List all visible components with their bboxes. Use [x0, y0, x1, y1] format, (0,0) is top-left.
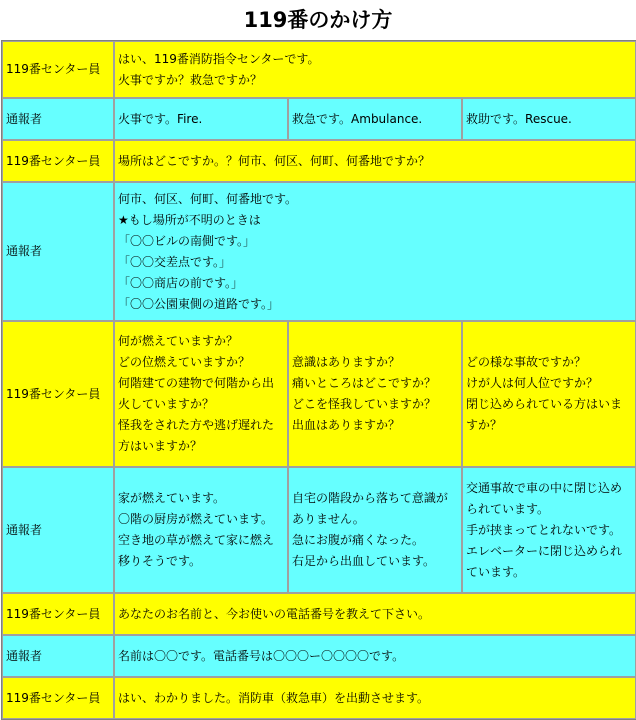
- speaker-label: 通報者: [2, 98, 114, 140]
- message-cell: [114, 98, 288, 140]
- message-line: エレベーターに閉じ込められています。: [466, 543, 623, 579]
- message-line: 「〇〇商店の前です。」: [118, 275, 244, 290]
- message-line: 火事ですか？救急ですか？: [118, 72, 263, 87]
- message-cell: [114, 467, 288, 593]
- speaker-label: 通報者: [2, 467, 114, 593]
- speaker-label: 119番センター員: [2, 321, 114, 467]
- message-line: 怪我をされた方や逃げ遅れた方はいますか？: [118, 418, 275, 453]
- message-cell: [114, 41, 636, 98]
- speaker-label: 119番センター員: [2, 677, 114, 719]
- speaker-label: 通報者: [2, 182, 114, 321]
- message-line: 「〇〇公園東側の道路です。」: [118, 296, 280, 311]
- dialog-row: [2, 98, 636, 140]
- message-cell: [114, 140, 636, 182]
- dialog-row: [2, 467, 636, 593]
- message-line: どの位燃えていますか？: [118, 355, 251, 369]
- message-line: どこを怪我していますか？: [292, 397, 437, 411]
- message-line: 「〇〇交差点です。」: [118, 254, 232, 269]
- dialog-row: [2, 593, 636, 635]
- dialog-row: [2, 677, 636, 719]
- message-cell: [462, 98, 636, 140]
- message-line: はい、わかりました。消防車（救急車）を出動させます。: [118, 690, 430, 705]
- dialog-row: [2, 140, 636, 182]
- message-line: けが人は何人位ですか？: [466, 376, 599, 390]
- message-line: どの様な事故ですか？: [466, 355, 587, 369]
- message-cell: [114, 593, 636, 635]
- message-line: 火事です。Fire.: [118, 111, 203, 126]
- message-line: あなたのお名前と、今お使いの電話番号を教えて下さい。: [118, 606, 431, 621]
- speaker-label: 119番センター員: [2, 140, 114, 182]
- message-cell: [114, 321, 288, 467]
- page-title: 119番のかけ方: [243, 8, 393, 32]
- message-line: 右足から出血しています。: [292, 554, 436, 568]
- speaker-label: 119番センター員: [2, 41, 114, 98]
- message-line: 自宅の階段から落ちて意識がありません。: [292, 491, 448, 526]
- message-line: 家が燃えています。: [118, 491, 226, 505]
- message-line: ★もし場所が不明のときは: [118, 212, 261, 227]
- message-line: はい、119番消防指令センターです。: [118, 51, 320, 66]
- message-line: 名前は〇〇です。電話番号は〇〇〇ー〇〇〇〇です。: [118, 648, 405, 663]
- message-cell: [114, 635, 636, 677]
- message-line: 空き地の草が燃えて家に燃え移りそうです。: [118, 533, 275, 568]
- message-line: 何階建ての建物で何階から出火していますか？: [118, 376, 275, 411]
- message-cell: [462, 467, 636, 593]
- message-cell: [462, 321, 636, 467]
- message-line: 「〇〇ビルの南側です。」: [118, 233, 256, 248]
- message-cell: [288, 98, 462, 140]
- message-line: 出血はありますか？: [292, 418, 401, 432]
- message-line: 何市、何区、何町、何番地です。: [118, 191, 298, 206]
- message-line: 閉じ込められている方はいますか？: [466, 397, 623, 432]
- message-line: 手が挟まってとれないです。: [466, 522, 622, 537]
- message-line: 場所はどこですか。？何市、何区、何町、何番地ですか？: [118, 153, 431, 168]
- dialog-row: [2, 182, 636, 321]
- message-cell: [114, 182, 636, 321]
- speaker-label: 通報者: [2, 635, 114, 677]
- message-line: 痛いところはどこですか？: [292, 376, 437, 390]
- dialog-row: [2, 635, 636, 677]
- message-line: 〇階の厨房が燃えています。: [118, 512, 274, 526]
- speaker-label: 119番センター員: [2, 593, 114, 635]
- message-line: 何が燃えていますか？: [118, 334, 239, 348]
- message-cell: [288, 467, 462, 593]
- message-line: 救助です。Rescue.: [466, 111, 572, 126]
- message-cell: [288, 321, 462, 467]
- message-line: 意識はありますか？: [292, 355, 401, 369]
- message-line: 急にお腹が痛くなった。: [292, 533, 425, 547]
- dialog-row: [2, 321, 636, 467]
- message-cell: [114, 677, 636, 719]
- message-line: 交通事故で車の中に閉じ込められています。: [466, 480, 623, 516]
- message-line: 救急です。Ambulance.: [292, 111, 423, 126]
- call-guide-table: [1, 40, 636, 720]
- dialog-row: [2, 41, 636, 98]
